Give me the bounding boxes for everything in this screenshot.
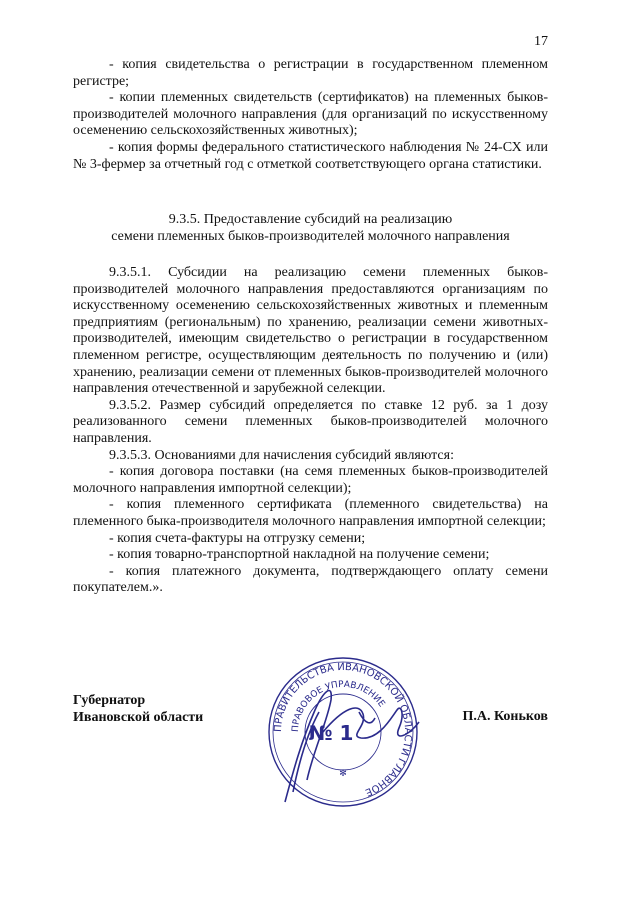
list-item: - копия платежного документа, подтверждающего оплату семени покупателем.». — [73, 563, 548, 596]
paragraph: 9.3.5.2. Размер субсидий определяется по ставке 12 руб. за 1 дозу реализованного семени племенных быков-производителей молочного направления. — [73, 397, 548, 446]
section-heading — [73, 211, 548, 245]
seal-inner-text: ПРАВОВОЕ УПРАВЛЕНИЕ — [290, 679, 387, 733]
section-heading-line1: 9.3.5. Предоставление субсидий на реализацию — [168, 212, 453, 227]
list-item: - копия договора поставки (на семя племенных быков-производителей молочного направления импортной селекции); — [73, 464, 548, 496]
list-item: - копия свидетельства о регистрации в государственном племенном регистре; — [73, 57, 548, 89]
governor-title-line2: Ивановской области — [73, 710, 204, 725]
official-seal — [263, 652, 423, 812]
governor-title — [73, 692, 203, 726]
list-item: - копия счета-фактуры на отгрузку семени; — [109, 530, 366, 546]
section-heading-line2: семени племенных быков-производителей молочного направления — [111, 229, 510, 244]
signature-block — [73, 661, 548, 798]
top-list — [73, 57, 548, 173]
seal-outer-text: ПРАВИТЕЛЬСТВА ИВАНОВСКОЙ ОБЛАСТИ ГЛАВНОЕ — [272, 661, 414, 798]
page-number: 17 — [534, 34, 548, 49]
list-item: - копия товарно-транспортной накладной на получение семени; — [109, 547, 490, 563]
list-item: - копии племенных свидетельств (сертификатов) на племенных быков-производителей молочного направления (для организаций по искусственному осеменению сельскохозяйственных животных); — [73, 90, 548, 139]
governor-title-line1: Губернатор — [73, 693, 146, 708]
list-item: - копия племенного сертификата (племенного свидетельства) на племенного быка-производителя молочного направления импортной селекции; — [73, 497, 548, 529]
governor-name: П.А. Коньков — [462, 709, 548, 724]
seal-star-icon: ✻ — [339, 769, 347, 779]
seal-number: № 1 — [308, 721, 354, 745]
paragraph: 9.3.5.3. Основаниями для начисления субсидий являются: — [109, 447, 454, 463]
paragraph: 9.3.5.1. Субсидии на реализацию семени племенных быков-производителей молочного направления предоставляются организациям по искусственному осеменению сельскохозяйственных животных и племенным предприятиям (региональным) по хранению, реализации семени животных-производителей, имеющим свидетельство о регистрации в государственном племенном регистре, осуществляющим деятельность по получению и (или) хранению, реализации семени от племенных быков-производителей молочного направления отечественной и зарубежной селекции. — [73, 265, 548, 397]
body-text — [73, 265, 548, 597]
list-item: - копия формы федерального статистического наблюдения № 24-СХ или № 3-фермер за отчетный год с отметкой соответствующего органа статистики. — [73, 139, 548, 172]
